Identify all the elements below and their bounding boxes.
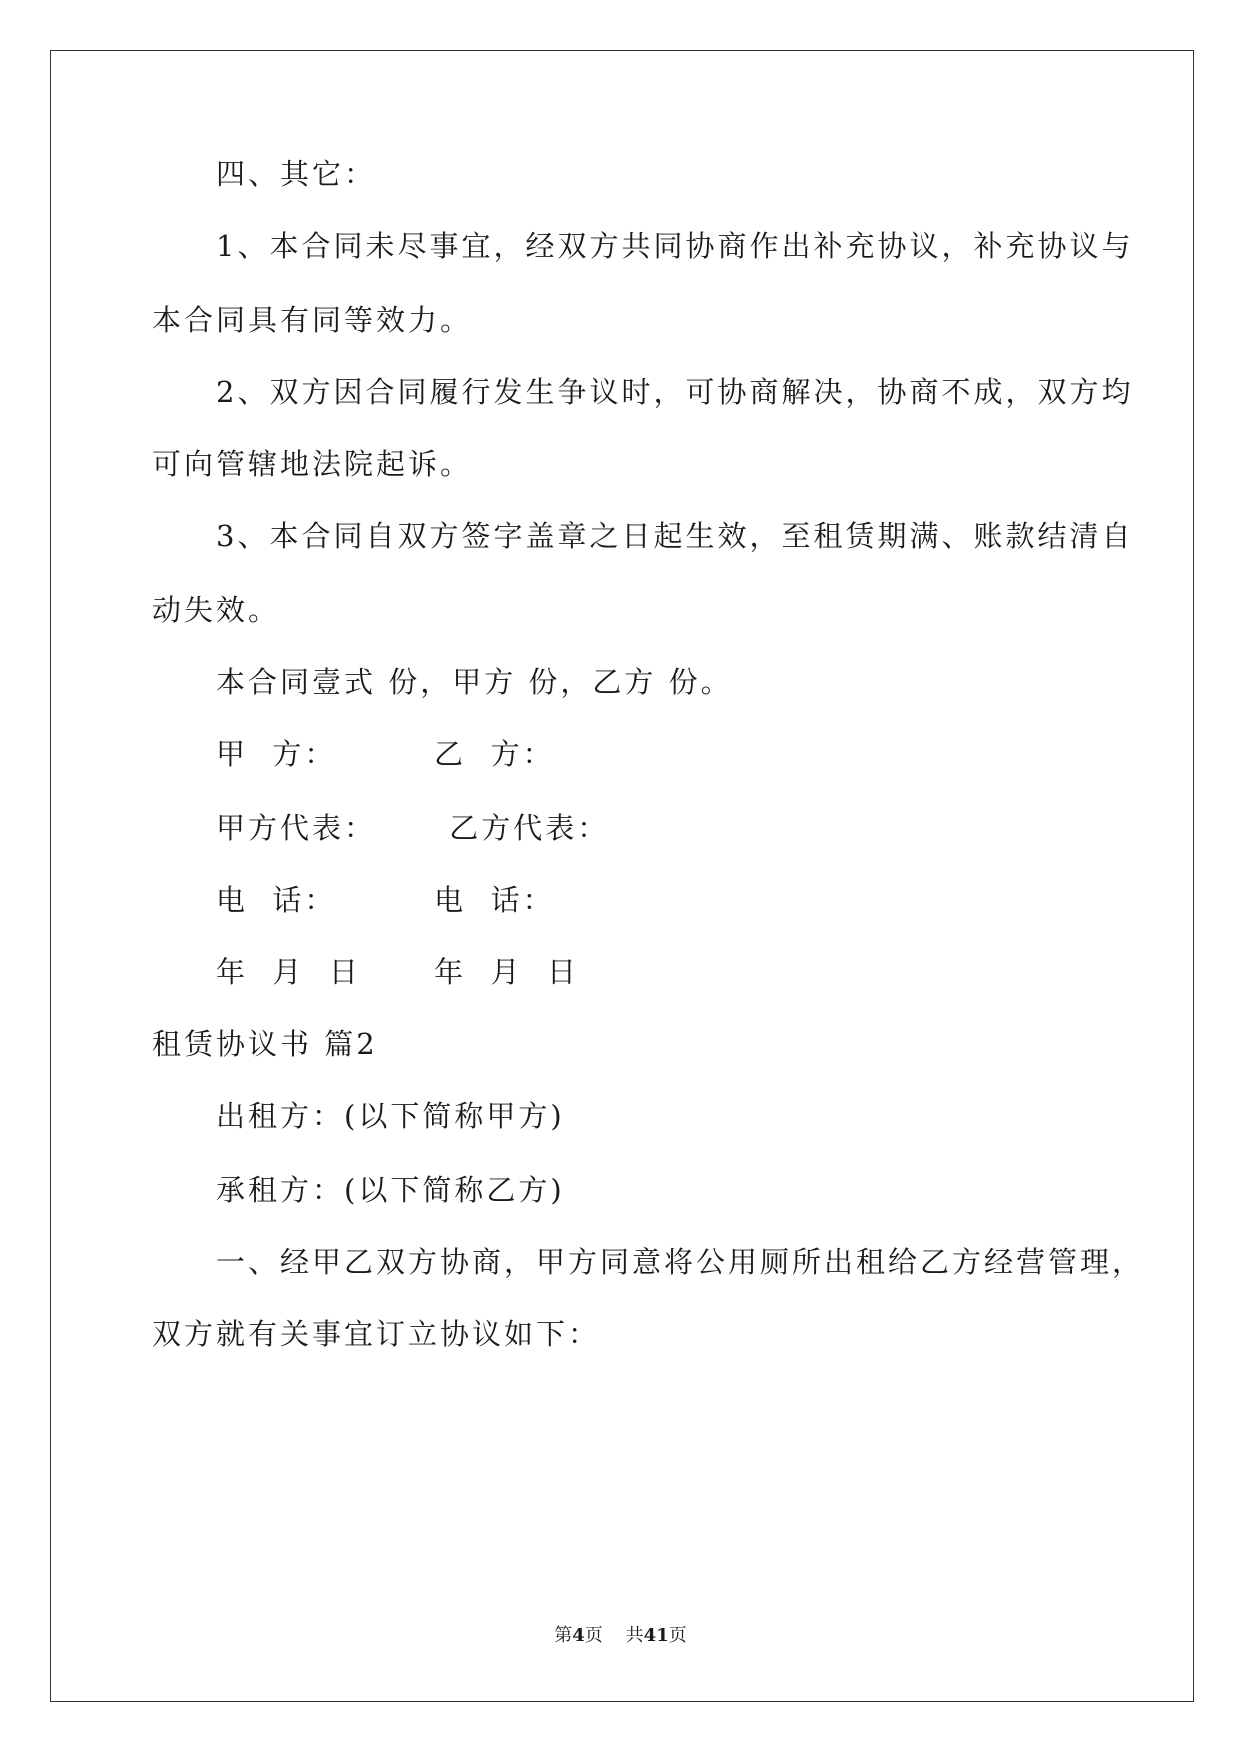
clause-2-line-1: 2、双方因合同履行发生争议时，可协商解决，协商不成，双方均	[216, 375, 1134, 409]
clause-1-line-2: 本合同具有同等效力。	[152, 303, 473, 337]
footer-middle: 页 共	[584, 1625, 644, 1646]
lessee-line: 承租方：(以下简称乙方)	[216, 1173, 565, 1207]
clause-3-line-2: 动失效。	[152, 593, 281, 627]
date-labels: 年 月 日 年 月 日	[216, 955, 580, 989]
footer-prefix: 第	[554, 1625, 573, 1646]
footer-suffix: 页	[668, 1625, 687, 1646]
clause-3-line-1: 3、本合同自双方签字盖章之日起生效，至租赁期满、账款结清自	[216, 519, 1134, 553]
page-footer	[0, 1624, 1241, 1648]
phone-labels: 电 话： 电 话：	[216, 883, 555, 917]
footer-page-number: 4	[572, 1625, 585, 1646]
section-heading-other: 四、其它：	[216, 157, 377, 191]
article-1-line-1: 一、经甲乙双方协商，甲方同意将公用厕所出租给乙方经营管理，	[216, 1245, 1145, 1279]
footer-total-pages: 41	[643, 1625, 669, 1646]
clause-1-line-1: 1、本合同未尽事宜，经双方共同协商作出补充协议，补充协议与	[216, 229, 1134, 263]
section-title-article-2: 租赁协议书 篇2	[152, 1027, 378, 1061]
party-labels: 甲 方： 乙 方：	[216, 737, 555, 771]
clause-2-line-2: 可向管辖地法院起诉。	[152, 447, 473, 481]
article-1-line-2: 双方就有关事宜订立协议如下：	[152, 1317, 601, 1351]
page-border	[50, 50, 1194, 1702]
lessor-line: 出租方：(以下简称甲方)	[216, 1099, 565, 1133]
copies-statement: 本合同壹式 份，甲方 份，乙方 份。	[216, 665, 733, 699]
representative-labels: 甲方代表： 乙方代表：	[216, 811, 610, 845]
